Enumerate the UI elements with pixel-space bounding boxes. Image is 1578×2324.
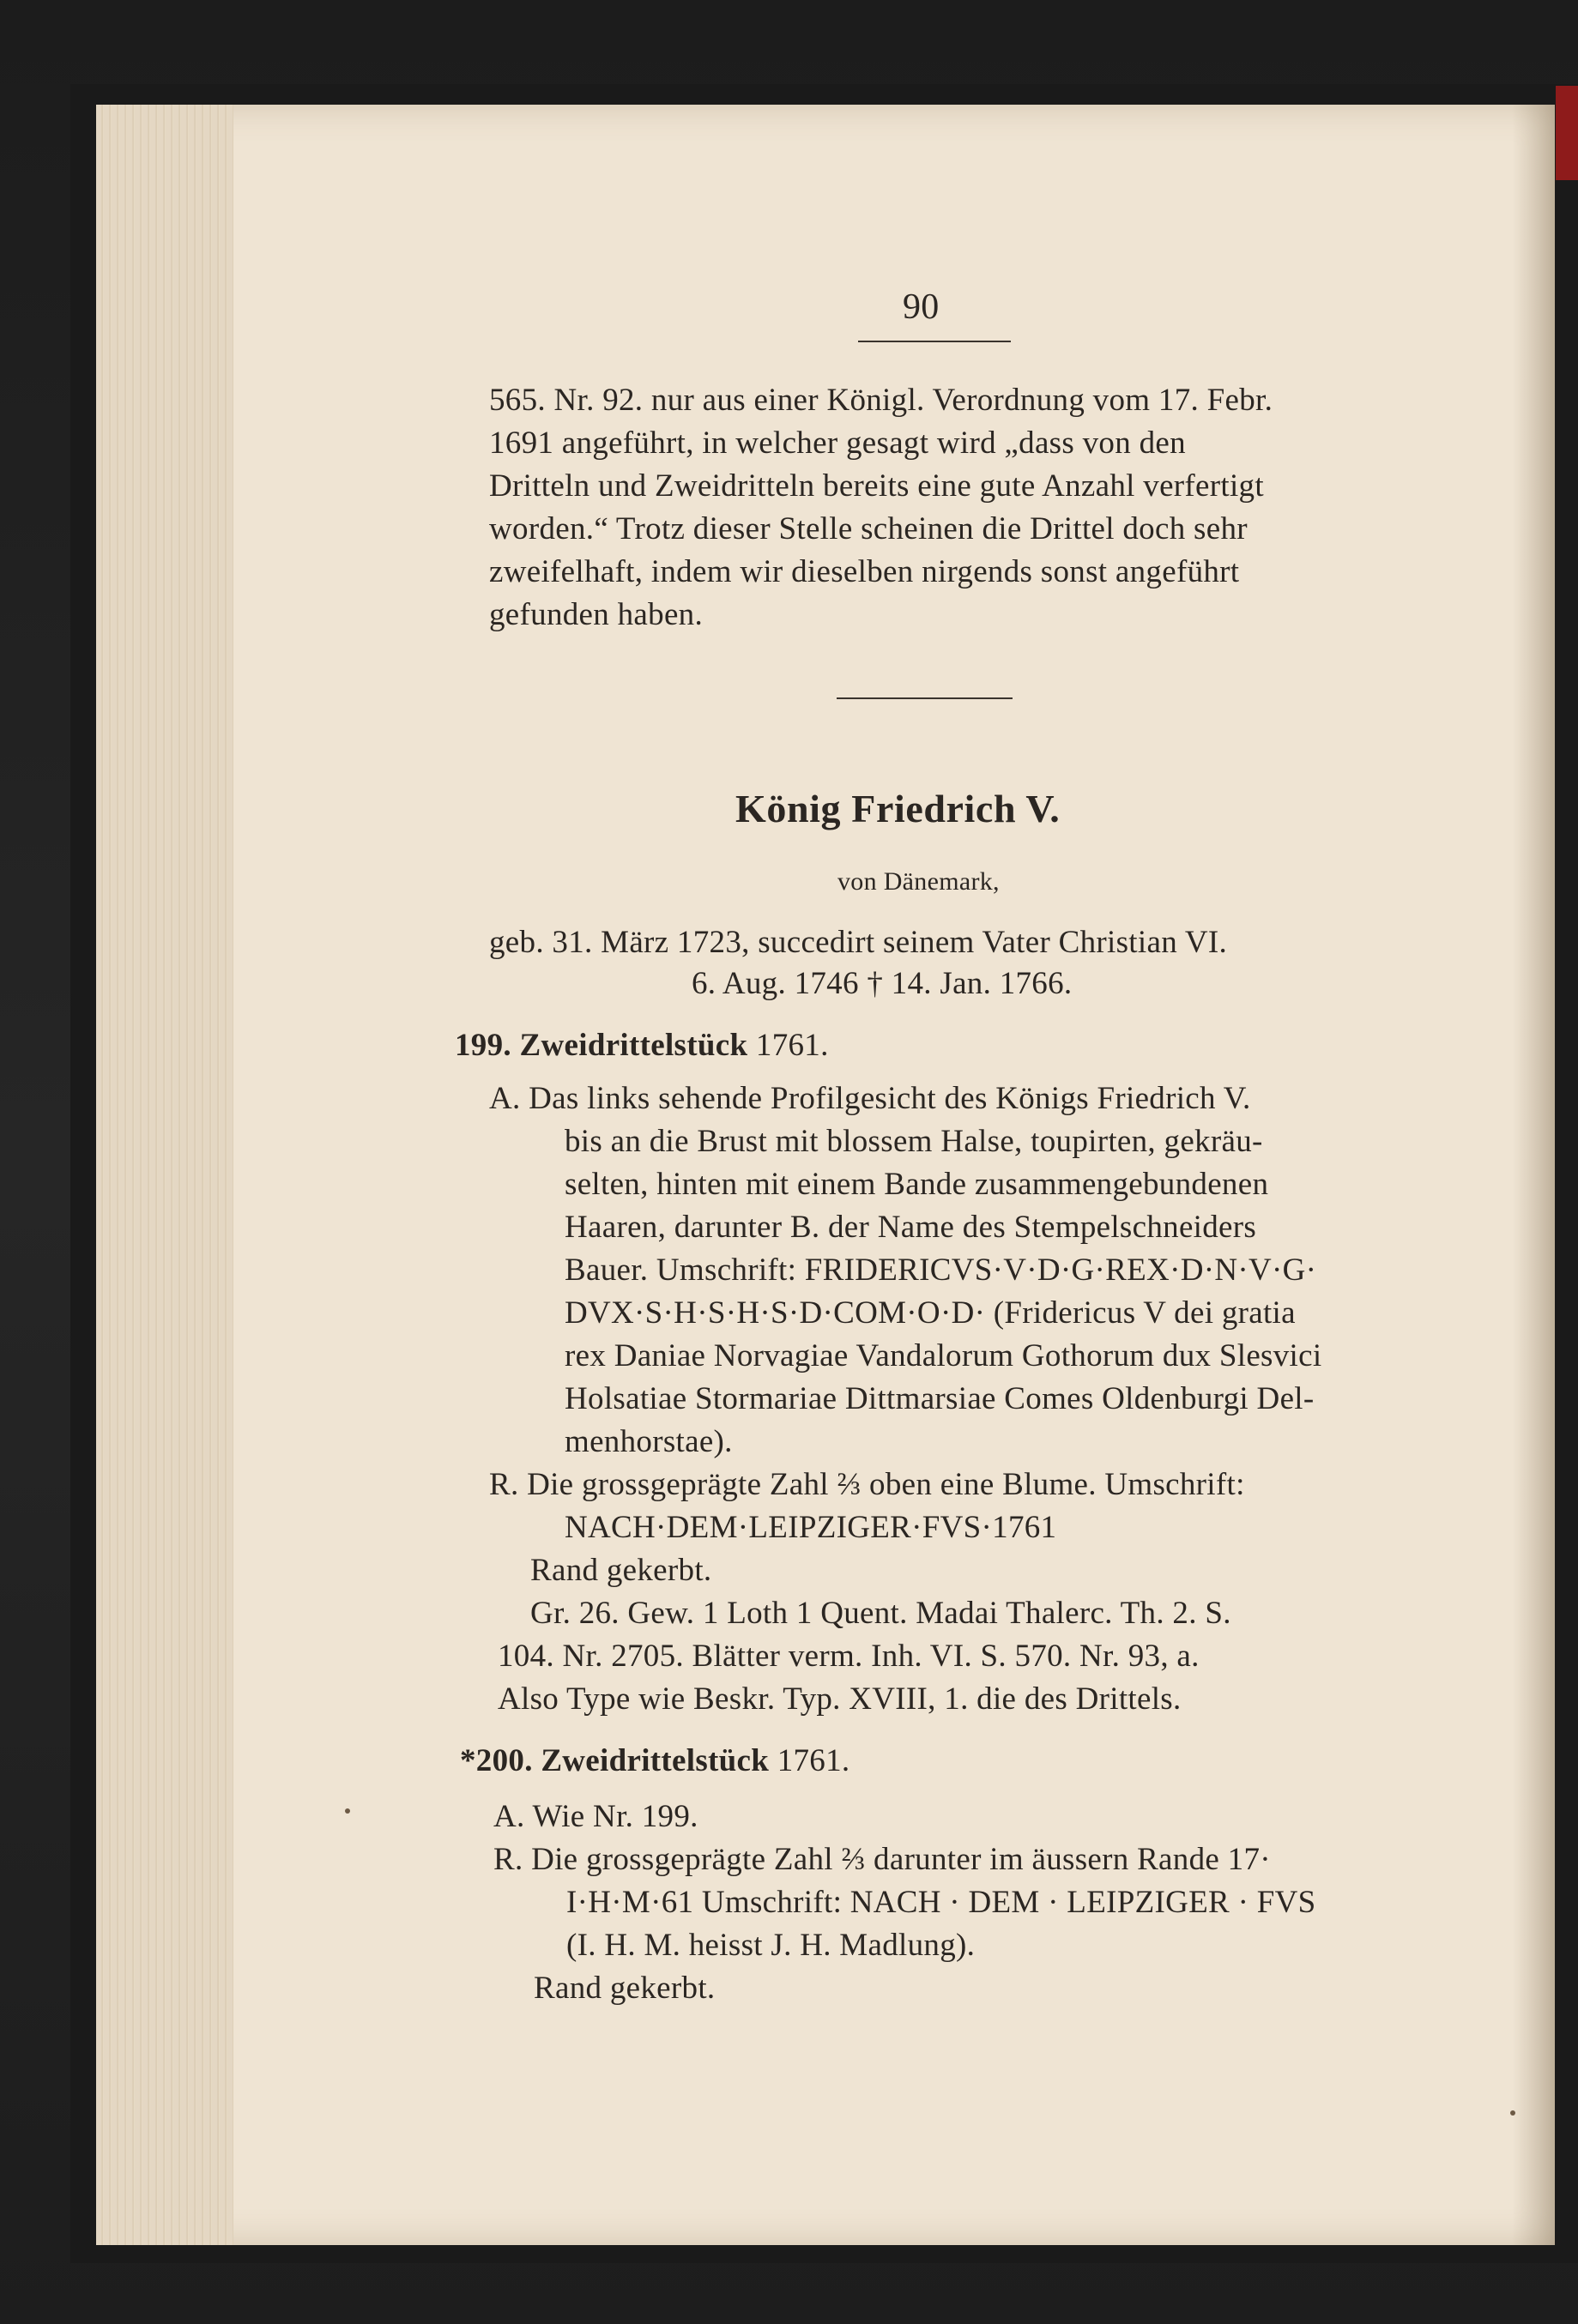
entry-199-line: Gr. 26. Gew. 1 Loth 1 Quent. Madai Thalerc. Th. 2. S. [530, 1596, 1231, 1631]
entry-number: 199. [455, 1028, 511, 1063]
entry-199-line: selten, hinten mit einem Bande zusammengebundenen [565, 1167, 1269, 1202]
entry-heading-200 [460, 1740, 849, 1783]
intro-line: Dritteln und Zweidritteln bereits eine gute Anzahl verfertigt [489, 468, 1264, 504]
intro-line: zweifelhaft, indem wir dieselben nirgends sonst angeführt [489, 554, 1240, 589]
intro-line: 565. Nr. 92. nur aus einer Königl. Verordnung vom 17. Febr. [489, 383, 1273, 418]
section-divider [837, 697, 1013, 699]
entry-200-line: A. Wie Nr. 199. [493, 1799, 698, 1834]
ink-speck [345, 1808, 350, 1814]
section-title: König Friedrich V. [735, 787, 1061, 830]
entry-year: 1761. [755, 1028, 829, 1063]
intro-line: gefunden haben. [489, 597, 704, 632]
section-subtitle: von Dänemark, [837, 867, 1000, 896]
entry-title: Zweidrittelstück [541, 1743, 770, 1778]
entry-199-line: Also Type wie Beskr. Typ. XVIII, 1. die des Drittels. [498, 1681, 1182, 1717]
entry-number: *200. [460, 1743, 533, 1778]
header-rule [858, 341, 1011, 342]
ink-speck [1510, 2110, 1515, 2116]
entry-199-line: menhorstae). [565, 1424, 733, 1459]
entry-199-line: Rand gekerbt. [530, 1553, 712, 1588]
entry-199-line: DVX·S·H·S·H·S·D·COM·O·D· (Fridericus V dei gratia [565, 1295, 1296, 1331]
entry-heading-199 [455, 1024, 829, 1067]
entry-200-line: R. Die grossgeprägte Zahl ⅔ darunter im äussern Rande 17· [493, 1842, 1271, 1877]
entry-year: 1761. [777, 1743, 850, 1778]
entry-199-line: Haaren, darunter B. der Name des Stempelschneiders [565, 1210, 1257, 1245]
page-gutter-shadow [1512, 105, 1555, 2245]
entry-199-line: R. Die grossgeprägte Zahl ⅔ oben eine Blume. Umschrift: [489, 1467, 1245, 1502]
entry-title: Zweidrittelstück [519, 1028, 748, 1063]
entry-200-line: (I. H. M. heisst J. H. Madlung). [566, 1928, 976, 1963]
bio-line: 6. Aug. 1746 † 14. Jan. 1766. [692, 966, 1073, 1001]
entry-199-line: rex Daniae Norvagiae Vandalorum Gothorum dux Slesvici [565, 1338, 1322, 1373]
intro-line: 1691 angeführt, in welcher gesagt wird „dass von den [489, 426, 1186, 461]
page-number: 90 [903, 287, 940, 327]
entry-199-line: A. Das links sehende Profilgesicht des Königs Friedrich V. [489, 1081, 1251, 1116]
page-edges [96, 105, 233, 2245]
entry-199-line: Holsatiae Stormariae Dittmarsiae Comes Oldenburgi Del- [565, 1381, 1315, 1416]
entry-199-line: Bauer. Umschrift: FRIDERICVS·V·D·G·REX·D·N·V·G· [565, 1253, 1317, 1288]
entry-200-line: Rand gekerbt. [534, 1971, 716, 2006]
red-binding-edge [1556, 86, 1578, 180]
bio-line: geb. 31. März 1723, succedirt seinem Vater Christian VI. [489, 925, 1228, 960]
entry-199-line: NACH·DEM·LEIPZIGER·FVS·1761 [565, 1510, 1057, 1545]
entry-199-line: bis an die Brust mit blossem Halse, toupirten, gekräu- [565, 1124, 1263, 1159]
entry-199-line: 104. Nr. 2705. Blätter verm. Inh. VI. S. 570. Nr. 93, a. [498, 1639, 1200, 1674]
entry-200-line: I·H·M·61 Umschrift: NACH · DEM · LEIPZIGER · FVS [566, 1885, 1316, 1920]
intro-line: worden.“ Trotz dieser Stelle scheinen die Drittel doch sehr [489, 511, 1248, 546]
